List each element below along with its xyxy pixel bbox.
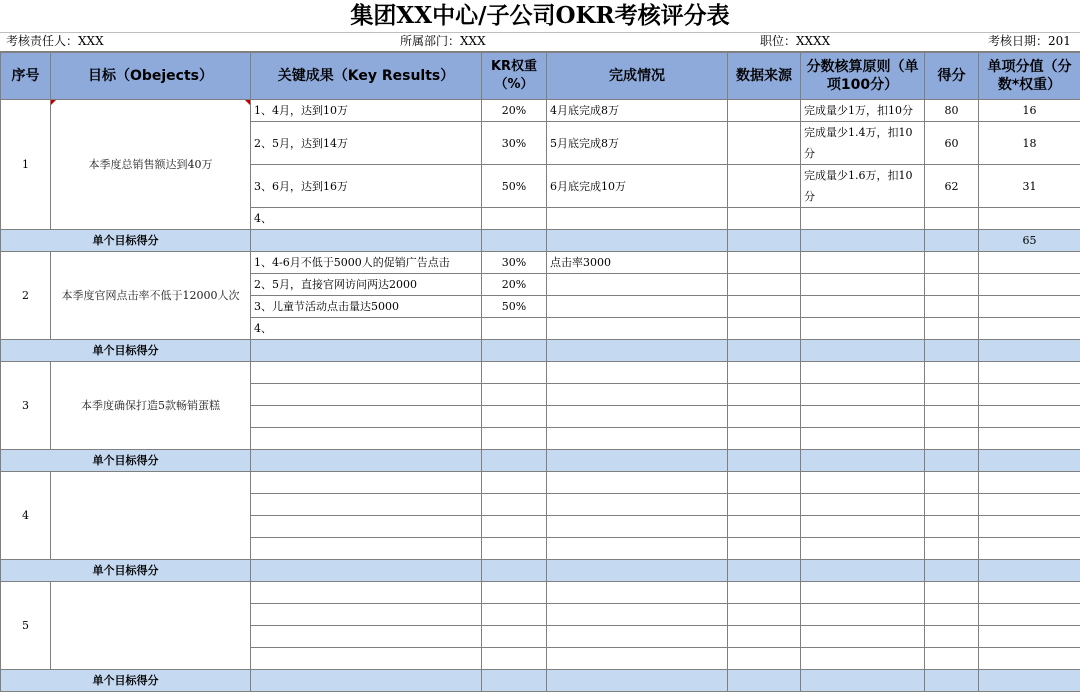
- kr-weight-cell[interactable]: 50%: [482, 296, 547, 318]
- summary-empty-cell[interactable]: [925, 560, 979, 582]
- score-cell[interactable]: [925, 406, 979, 428]
- scoring-rule-cell[interactable]: [801, 296, 925, 318]
- summary-empty-cell[interactable]: [251, 450, 482, 472]
- score-cell[interactable]: [925, 494, 979, 516]
- data-source-cell[interactable]: [728, 604, 801, 626]
- kr-weight-cell[interactable]: 30%: [482, 252, 547, 274]
- summary-empty-cell[interactable]: [801, 560, 925, 582]
- kr-text-cell[interactable]: [251, 604, 482, 626]
- objective-text: 本季度确保打造5款畅销蛋糕: [81, 399, 220, 412]
- kr-weight-cell[interactable]: [482, 582, 547, 604]
- summary-label: 单个目标得分: [1, 670, 251, 692]
- comment-marker-icon: [245, 100, 250, 105]
- kr-weight-cell[interactable]: [482, 384, 547, 406]
- item-score-cell[interactable]: 16: [979, 100, 1080, 122]
- summary-value-cell[interactable]: [979, 670, 1080, 692]
- scoring-rule-cell[interactable]: [801, 538, 925, 560]
- summary-label: 单个目标得分: [1, 230, 251, 252]
- seq-cell[interactable]: 4: [1, 472, 51, 560]
- completion-cell[interactable]: 4月底完成8万: [547, 100, 728, 122]
- summary-empty-cell[interactable]: [728, 560, 801, 582]
- data-source-cell[interactable]: [728, 122, 801, 165]
- objective-cell[interactable]: [51, 100, 251, 230]
- kr-text-cell[interactable]: 2、5月，直接官网访问两达2000: [251, 274, 482, 296]
- item-score-cell[interactable]: [979, 626, 1080, 648]
- completion-cell[interactable]: [547, 318, 728, 340]
- score-cell[interactable]: [925, 384, 979, 406]
- data-source-cell[interactable]: [728, 362, 801, 384]
- data-source-cell[interactable]: [728, 582, 801, 604]
- completion-cell[interactable]: [547, 626, 728, 648]
- summary-empty-cell[interactable]: [801, 230, 925, 252]
- summary-empty-cell[interactable]: [925, 230, 979, 252]
- completion-cell[interactable]: [547, 274, 728, 296]
- scoring-rule-cell[interactable]: [801, 274, 925, 296]
- summary-empty-cell[interactable]: [547, 670, 728, 692]
- score-cell[interactable]: [925, 472, 979, 494]
- objective-text: 本季度总销售额达到40万: [89, 158, 213, 171]
- scoring-rule-cell[interactable]: [801, 582, 925, 604]
- kr-weight-cell[interactable]: [482, 208, 547, 230]
- summary-empty-cell[interactable]: [728, 450, 801, 472]
- table-row: [1, 472, 1080, 494]
- score-cell[interactable]: [925, 296, 979, 318]
- objective-summary-row: [1, 450, 1080, 472]
- kr-text-cell[interactable]: [251, 472, 482, 494]
- summary-empty-cell[interactable]: [801, 340, 925, 362]
- header-completion: 完成情况: [547, 53, 728, 100]
- seq-cell[interactable]: 3: [1, 362, 51, 450]
- data-source-cell[interactable]: [728, 626, 801, 648]
- header-item-score: 单项分值（分数*权重）: [979, 53, 1080, 100]
- summary-empty-cell[interactable]: [251, 230, 482, 252]
- objective-cell[interactable]: [51, 582, 251, 670]
- score-cell[interactable]: 60: [925, 122, 979, 165]
- table-row: [1, 252, 1080, 274]
- scoring-rule-cell[interactable]: [801, 406, 925, 428]
- kr-weight-cell[interactable]: [482, 406, 547, 428]
- summary-label: 单个目标得分: [1, 560, 251, 582]
- objective-cell[interactable]: [51, 252, 251, 340]
- okr-table: [0, 52, 1080, 692]
- score-cell[interactable]: [925, 582, 979, 604]
- scoring-rule-cell[interactable]: [801, 318, 925, 340]
- summary-empty-cell[interactable]: [925, 670, 979, 692]
- summary-empty-cell[interactable]: [251, 340, 482, 362]
- item-score-cell[interactable]: [979, 538, 1080, 560]
- item-score-cell[interactable]: [979, 318, 1080, 340]
- score-cell[interactable]: [925, 648, 979, 670]
- objective-summary-row: [1, 560, 1080, 582]
- data-source-cell[interactable]: [728, 516, 801, 538]
- kr-text-cell[interactable]: [251, 406, 482, 428]
- data-source-cell[interactable]: [728, 296, 801, 318]
- kr-weight-cell[interactable]: [482, 472, 547, 494]
- item-score-cell[interactable]: 18: [979, 122, 1080, 165]
- header-key-results: 关键成果（Key Results）: [251, 53, 482, 100]
- summary-empty-cell[interactable]: [482, 230, 547, 252]
- score-cell[interactable]: [925, 274, 979, 296]
- summary-empty-cell[interactable]: [728, 230, 801, 252]
- summary-empty-cell[interactable]: [482, 340, 547, 362]
- completion-cell[interactable]: 5月底完成8万: [547, 122, 728, 165]
- scoring-rule-cell[interactable]: [801, 648, 925, 670]
- score-cell[interactable]: [925, 538, 979, 560]
- item-score-cell[interactable]: [979, 296, 1080, 318]
- summary-empty-cell[interactable]: [547, 450, 728, 472]
- score-cell[interactable]: [925, 428, 979, 450]
- completion-cell[interactable]: [547, 516, 728, 538]
- scoring-rule-cell[interactable]: [801, 428, 925, 450]
- data-source-cell[interactable]: [728, 428, 801, 450]
- kr-text-cell[interactable]: 3、6月，达到16万: [251, 165, 482, 208]
- kr-weight-cell[interactable]: [482, 516, 547, 538]
- summary-empty-cell[interactable]: [251, 560, 482, 582]
- completion-cell[interactable]: 6月底完成10万: [547, 165, 728, 208]
- summary-empty-cell[interactable]: [547, 340, 728, 362]
- item-score-cell[interactable]: [979, 384, 1080, 406]
- kr-weight-cell[interactable]: [482, 318, 547, 340]
- summary-label: 单个目标得分: [1, 340, 251, 362]
- item-score-cell[interactable]: [979, 274, 1080, 296]
- kr-text-cell[interactable]: [251, 362, 482, 384]
- scoring-rule-cell[interactable]: [801, 362, 925, 384]
- table-row: [1, 100, 1080, 122]
- data-source-cell[interactable]: [728, 648, 801, 670]
- summary-empty-cell[interactable]: [925, 450, 979, 472]
- scoring-rule-cell[interactable]: [801, 252, 925, 274]
- summary-empty-cell[interactable]: [482, 670, 547, 692]
- kr-text-cell[interactable]: [251, 516, 482, 538]
- data-source-cell[interactable]: [728, 100, 801, 122]
- item-score-cell[interactable]: [979, 582, 1080, 604]
- objective-summary-row: [1, 670, 1080, 692]
- item-score-cell[interactable]: [979, 516, 1080, 538]
- sheet-title: 集团XX中心/子公司OKR考核评分表: [0, 0, 1080, 33]
- summary-empty-cell[interactable]: [801, 450, 925, 472]
- kr-text-cell[interactable]: [251, 538, 482, 560]
- kr-weight-cell[interactable]: [482, 538, 547, 560]
- kr-text-cell[interactable]: [251, 582, 482, 604]
- completion-cell[interactable]: [547, 384, 728, 406]
- kr-weight-cell[interactable]: [482, 362, 547, 384]
- completion-cell[interactable]: [547, 362, 728, 384]
- score-cell[interactable]: [925, 516, 979, 538]
- score-cell[interactable]: [925, 252, 979, 274]
- kr-text-cell[interactable]: 4、: [251, 318, 482, 340]
- completion-cell[interactable]: [547, 406, 728, 428]
- header-data-source: 数据来源: [728, 53, 801, 100]
- kr-text-cell[interactable]: [251, 384, 482, 406]
- scoring-rule-cell[interactable]: [801, 626, 925, 648]
- header-score: 得分: [925, 53, 979, 100]
- scoring-rule-cell[interactable]: 完成量少1.6万，扣10分: [801, 165, 925, 208]
- data-source-cell[interactable]: [728, 165, 801, 208]
- completion-cell[interactable]: 点击率3000: [547, 252, 728, 274]
- item-score-cell[interactable]: [979, 208, 1080, 230]
- kr-text-cell[interactable]: [251, 494, 482, 516]
- scoring-rule-cell[interactable]: 完成量少1.4万，扣10分: [801, 122, 925, 165]
- summary-empty-cell[interactable]: [251, 670, 482, 692]
- position-field: 职位：XXXX: [760, 32, 830, 51]
- evaluator-field: 考核责任人：XXX: [6, 32, 104, 51]
- score-cell[interactable]: [925, 208, 979, 230]
- date-field: 考核日期：201: [988, 32, 1071, 51]
- data-source-cell[interactable]: [728, 472, 801, 494]
- kr-text-cell[interactable]: 2、5月，达到14万: [251, 122, 482, 165]
- kr-weight-cell[interactable]: [482, 626, 547, 648]
- data-source-cell[interactable]: [728, 384, 801, 406]
- seq-cell[interactable]: 5: [1, 582, 51, 670]
- summary-value-cell[interactable]: [979, 560, 1080, 582]
- kr-text-cell[interactable]: 1、4-6月不低于5000人的促销广告点击: [251, 252, 482, 274]
- data-source-cell[interactable]: [728, 208, 801, 230]
- item-score-cell[interactable]: [979, 604, 1080, 626]
- summary-empty-cell[interactable]: [728, 340, 801, 362]
- summary-empty-cell[interactable]: [482, 560, 547, 582]
- score-cell[interactable]: 62: [925, 165, 979, 208]
- kr-weight-cell[interactable]: 20%: [482, 100, 547, 122]
- item-score-cell[interactable]: [979, 252, 1080, 274]
- table-row: [1, 362, 1080, 384]
- kr-weight-cell[interactable]: [482, 604, 547, 626]
- item-score-cell[interactable]: [979, 648, 1080, 670]
- data-source-cell[interactable]: [728, 252, 801, 274]
- score-cell[interactable]: [925, 604, 979, 626]
- objective-summary-row: [1, 340, 1080, 362]
- summary-label: 单个目标得分: [1, 450, 251, 472]
- completion-cell[interactable]: [547, 538, 728, 560]
- item-score-cell[interactable]: [979, 494, 1080, 516]
- kr-text-cell[interactable]: 4、: [251, 208, 482, 230]
- completion-cell[interactable]: [547, 582, 728, 604]
- kr-weight-cell[interactable]: 20%: [482, 274, 547, 296]
- data-source-cell[interactable]: [728, 494, 801, 516]
- header-kr-weight: KR权重（%）: [482, 53, 547, 100]
- scoring-rule-cell[interactable]: [801, 384, 925, 406]
- comment-marker-icon: [51, 100, 56, 105]
- summary-empty-cell[interactable]: [925, 340, 979, 362]
- item-score-cell[interactable]: [979, 362, 1080, 384]
- score-cell[interactable]: [925, 626, 979, 648]
- scoring-rule-cell[interactable]: [801, 208, 925, 230]
- header-objective: 目标（Obejects）: [51, 53, 251, 100]
- summary-empty-cell[interactable]: [801, 670, 925, 692]
- objective-cell[interactable]: [51, 472, 251, 560]
- objective-cell[interactable]: [51, 362, 251, 450]
- objective-summary-row: [1, 230, 1080, 252]
- kr-text-cell[interactable]: [251, 626, 482, 648]
- kr-text-cell[interactable]: 1、4月，达到10万: [251, 100, 482, 122]
- kr-text-cell[interactable]: [251, 648, 482, 670]
- seq-cell[interactable]: 1: [1, 100, 51, 230]
- scoring-rule-cell[interactable]: [801, 494, 925, 516]
- data-source-cell[interactable]: [728, 538, 801, 560]
- completion-cell[interactable]: [547, 296, 728, 318]
- item-score-cell[interactable]: [979, 428, 1080, 450]
- item-score-cell[interactable]: 31: [979, 165, 1080, 208]
- department-field: 所属部门：XXX: [400, 32, 486, 51]
- completion-cell[interactable]: [547, 604, 728, 626]
- data-source-cell[interactable]: [728, 274, 801, 296]
- scoring-rule-cell[interactable]: [801, 472, 925, 494]
- score-cell[interactable]: [925, 318, 979, 340]
- score-cell[interactable]: [925, 362, 979, 384]
- summary-empty-cell[interactable]: [482, 450, 547, 472]
- kr-weight-cell[interactable]: 30%: [482, 122, 547, 165]
- kr-weight-cell[interactable]: [482, 428, 547, 450]
- data-source-cell[interactable]: [728, 406, 801, 428]
- scoring-rule-cell[interactable]: 完成量少1万，扣10分: [801, 100, 925, 122]
- objective-text: 本季度官网点击率不低于12000人次: [62, 289, 240, 302]
- completion-cell[interactable]: [547, 494, 728, 516]
- header-scoring-rule: 分数核算原则（单项100分）: [801, 53, 925, 100]
- completion-cell[interactable]: [547, 208, 728, 230]
- summary-value-cell[interactable]: [979, 340, 1080, 362]
- summary-empty-cell[interactable]: [547, 560, 728, 582]
- completion-cell[interactable]: [547, 472, 728, 494]
- completion-cell[interactable]: [547, 428, 728, 450]
- kr-weight-cell[interactable]: [482, 494, 547, 516]
- summary-empty-cell[interactable]: [547, 230, 728, 252]
- summary-value-cell[interactable]: [979, 450, 1080, 472]
- kr-weight-cell[interactable]: [482, 648, 547, 670]
- header-row: [1, 53, 1080, 100]
- summary-value-cell[interactable]: 65: [979, 230, 1080, 252]
- seq-cell[interactable]: 2: [1, 252, 51, 340]
- scoring-rule-cell[interactable]: [801, 604, 925, 626]
- kr-text-cell[interactable]: [251, 428, 482, 450]
- completion-cell[interactable]: [547, 648, 728, 670]
- item-score-cell[interactable]: [979, 472, 1080, 494]
- table-row: [1, 582, 1080, 604]
- kr-text-cell[interactable]: 3、儿童节活动点击量达5000: [251, 296, 482, 318]
- item-score-cell[interactable]: [979, 406, 1080, 428]
- summary-empty-cell[interactable]: [728, 670, 801, 692]
- table-body: [1, 100, 1080, 692]
- data-source-cell[interactable]: [728, 318, 801, 340]
- scoring-rule-cell[interactable]: [801, 516, 925, 538]
- score-cell[interactable]: 80: [925, 100, 979, 122]
- kr-weight-cell[interactable]: 50%: [482, 165, 547, 208]
- header-seq: 序号: [1, 53, 51, 100]
